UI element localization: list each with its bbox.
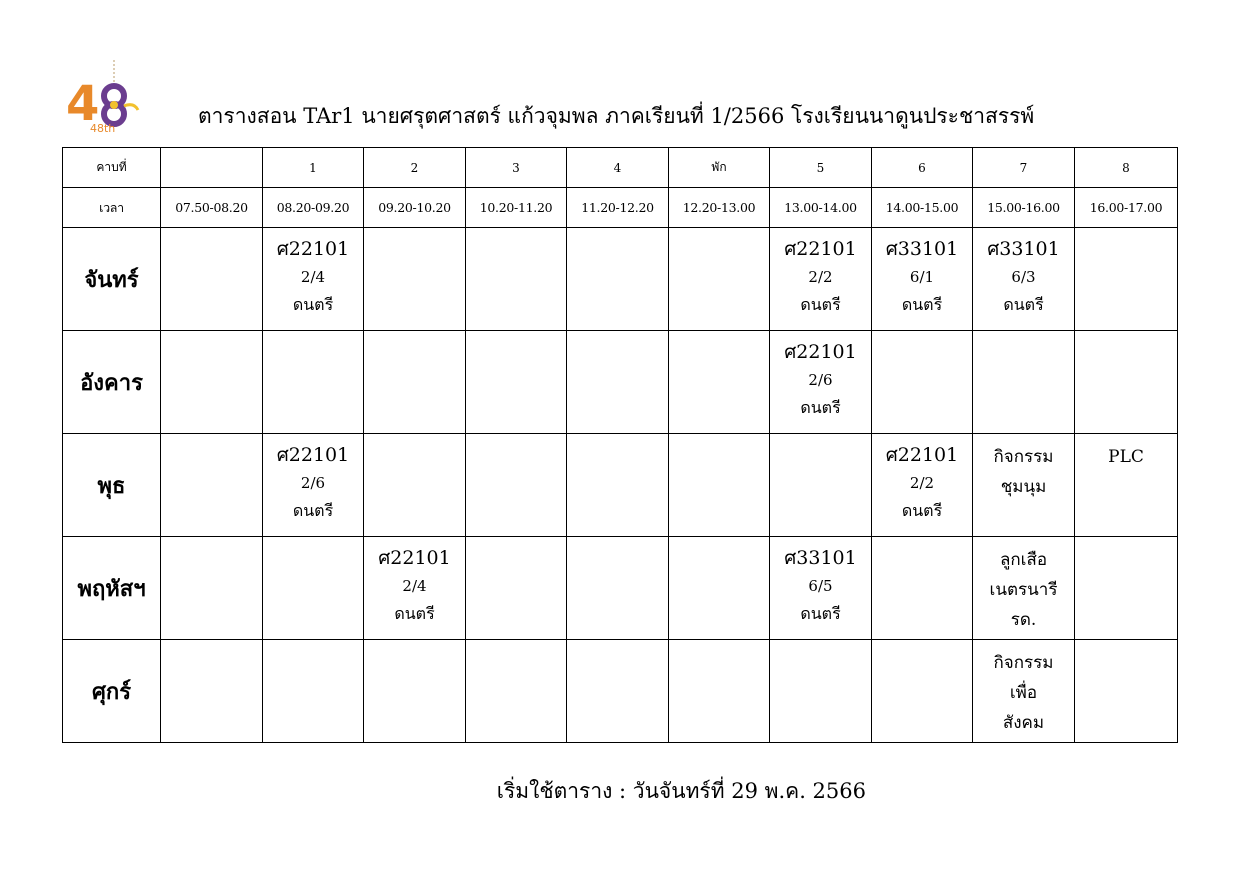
cell-content bbox=[872, 434, 972, 536]
activity-line: รด. bbox=[1010, 610, 1037, 630]
day-row bbox=[63, 640, 1178, 743]
class-level: 2/4 bbox=[402, 577, 427, 595]
activity-line: ชุมนุม bbox=[1000, 477, 1047, 497]
day-name: จันทร์ bbox=[63, 228, 161, 331]
day-row bbox=[63, 537, 1178, 640]
schedule-cell bbox=[872, 228, 973, 331]
class-level: 2/6 bbox=[808, 371, 833, 389]
schedule-cell bbox=[770, 331, 872, 434]
schedule-cell bbox=[669, 640, 770, 743]
schedule-cell bbox=[161, 228, 263, 331]
cell-content bbox=[973, 228, 1074, 330]
course-code: ศ22101 bbox=[276, 444, 350, 466]
schedule-cell bbox=[466, 640, 567, 743]
cell-content bbox=[973, 434, 1074, 536]
schedule-cell bbox=[973, 537, 1075, 640]
cell-content bbox=[872, 228, 972, 330]
time-cell: 10.20-11.20 bbox=[466, 188, 567, 228]
course-code: ศ33101 bbox=[784, 547, 857, 569]
schedule-cell bbox=[669, 537, 770, 640]
subject-name: ดนตรี bbox=[1003, 295, 1044, 314]
schedule-cell bbox=[263, 537, 364, 640]
period-cell: พัก bbox=[669, 148, 770, 188]
schedule-cell bbox=[263, 228, 364, 331]
schedule-cell bbox=[263, 331, 364, 434]
cell-content bbox=[263, 434, 363, 536]
schedule-cell bbox=[669, 228, 770, 331]
subject-name: ดนตรี bbox=[292, 501, 334, 520]
schedule-cell bbox=[1075, 640, 1178, 743]
schedule-cell bbox=[161, 640, 263, 743]
activity-line: ลูกเสือ bbox=[999, 550, 1048, 570]
svg-text:4: 4 bbox=[66, 76, 100, 132]
time-cell: 09.20-10.20 bbox=[364, 188, 466, 228]
day-row bbox=[63, 228, 1178, 331]
cell-content bbox=[973, 537, 1074, 639]
day-name: พฤหัสฯ bbox=[63, 537, 161, 640]
subject-name: ดนตรี bbox=[901, 501, 943, 520]
cell-content bbox=[1075, 434, 1177, 536]
schedule-cell bbox=[1075, 331, 1178, 434]
course-code: ศ33101 bbox=[987, 238, 1060, 260]
subject-name: ดนตรี bbox=[800, 398, 841, 417]
schedule-cell bbox=[466, 331, 567, 434]
schedule-cell bbox=[364, 331, 466, 434]
course-code: ศ22101 bbox=[276, 238, 350, 260]
time-cell: 14.00-15.00 bbox=[872, 188, 973, 228]
day-name: อังคาร bbox=[63, 331, 161, 434]
schedule-cell bbox=[973, 434, 1075, 537]
schedule-cell bbox=[364, 640, 466, 743]
schedule-cell bbox=[669, 434, 770, 537]
schedule-cell bbox=[770, 640, 872, 743]
class-level: 2/2 bbox=[909, 474, 935, 492]
schedule-cell bbox=[567, 228, 669, 331]
schedule-cell bbox=[872, 331, 973, 434]
schedule-cell bbox=[567, 331, 669, 434]
schedule-cell bbox=[770, 537, 872, 640]
time-cell: 07.50-08.20 bbox=[161, 188, 263, 228]
time-cell: 12.20-13.00 bbox=[669, 188, 770, 228]
class-level: 2/6 bbox=[300, 474, 326, 492]
class-level: 2/2 bbox=[808, 268, 833, 286]
time-label: เวลา bbox=[63, 188, 161, 228]
schedule-cell bbox=[973, 640, 1075, 743]
schedule-cell bbox=[567, 640, 669, 743]
time-row bbox=[63, 188, 1178, 228]
subject-name: ดนตรี bbox=[394, 604, 435, 623]
schedule-cell bbox=[466, 228, 567, 331]
schedule-cell bbox=[669, 331, 770, 434]
schedule-cell bbox=[364, 434, 466, 537]
period-cell: 2 bbox=[364, 148, 466, 188]
schedule-cell bbox=[161, 331, 263, 434]
course-code: ศ22101 bbox=[378, 547, 451, 569]
period-cell: 5 bbox=[770, 148, 872, 188]
course-code: ศ33101 bbox=[885, 238, 959, 260]
schedule-cell bbox=[466, 434, 567, 537]
period-cell: 7 bbox=[973, 148, 1075, 188]
activity-line: เพื่อ bbox=[1009, 683, 1038, 703]
time-cell: 11.20-12.20 bbox=[567, 188, 669, 228]
schedule-cell bbox=[872, 537, 973, 640]
subject-name: ดนตรี bbox=[800, 295, 841, 314]
schedule-cell bbox=[364, 228, 466, 331]
cell-content bbox=[364, 537, 465, 639]
schedule-cell bbox=[770, 434, 872, 537]
school-anniversary-logo bbox=[64, 58, 144, 134]
period-cell: 1 bbox=[263, 148, 364, 188]
period-cell: 8 bbox=[1075, 148, 1178, 188]
course-code: ศ22101 bbox=[784, 238, 857, 260]
class-level: 6/1 bbox=[909, 268, 935, 286]
period-cell: 6 bbox=[872, 148, 973, 188]
subject-name: ดนตรี bbox=[292, 295, 334, 314]
course-code: ศ22101 bbox=[885, 444, 959, 466]
activity-line: สังคม bbox=[1002, 713, 1045, 733]
class-level: 6/3 bbox=[1011, 268, 1036, 286]
schedule-cell bbox=[973, 228, 1075, 331]
page-title: ตารางสอน TAr1 นายศรุตศาสตร์ แก้วจุมพล ภาคเรียนที่ 1/2566 โรงเรียนนาดูนประชาสรรพ์ bbox=[198, 104, 1035, 128]
period-cell bbox=[161, 148, 263, 188]
time-cell: 16.00-17.00 bbox=[1075, 188, 1178, 228]
period-cell: 3 bbox=[466, 148, 567, 188]
time-cell: 13.00-14.00 bbox=[770, 188, 872, 228]
svg-text:48th: 48th bbox=[90, 122, 116, 134]
schedule-cell bbox=[364, 537, 466, 640]
course-code: ศ22101 bbox=[784, 341, 857, 363]
schedule-table bbox=[62, 147, 1178, 743]
schedule-cell bbox=[161, 537, 263, 640]
day-name: พุธ bbox=[63, 434, 161, 537]
schedule-cell bbox=[872, 434, 973, 537]
period-cell: 4 bbox=[567, 148, 669, 188]
schedule-cell bbox=[161, 434, 263, 537]
subject-name: ดนตรี bbox=[800, 604, 841, 623]
subject-name: ดนตรี bbox=[901, 295, 943, 314]
schedule-cell bbox=[567, 537, 669, 640]
time-cell: 15.00-16.00 bbox=[973, 188, 1075, 228]
activity-line: กิจกรรม bbox=[993, 653, 1054, 673]
schedule-cell bbox=[770, 228, 872, 331]
activity-line: เนตรนารี bbox=[989, 580, 1058, 600]
schedule-cell bbox=[567, 434, 669, 537]
schedule-cell bbox=[872, 640, 973, 743]
schedule-cell bbox=[973, 331, 1075, 434]
period-header-row bbox=[63, 148, 1178, 188]
day-row bbox=[63, 434, 1178, 537]
schedule-cell bbox=[1075, 537, 1178, 640]
class-level: 6/5 bbox=[808, 577, 833, 595]
schedule-cell bbox=[1075, 228, 1178, 331]
cell-content bbox=[770, 537, 871, 639]
schedule-cell bbox=[1075, 434, 1178, 537]
time-cell: 08.20-09.20 bbox=[263, 188, 364, 228]
cell-content bbox=[973, 640, 1074, 742]
schedule-cell bbox=[263, 640, 364, 743]
day-name: ศุกร์ bbox=[63, 640, 161, 743]
schedule-cell bbox=[263, 434, 364, 537]
class-level: 2/4 bbox=[300, 268, 326, 286]
period-label: คาบที่ bbox=[63, 148, 161, 188]
cell-content bbox=[263, 228, 363, 330]
start-date-note: เริ่มใช้ตาราง : วันจันทร์ที่ 29 พ.ค. 2566 bbox=[496, 779, 866, 803]
activity-line: กิจกรรม bbox=[993, 447, 1054, 467]
activity-line: PLC bbox=[1108, 447, 1144, 467]
schedule-cell bbox=[466, 537, 567, 640]
cell-content bbox=[770, 331, 871, 433]
cell-content bbox=[770, 228, 871, 330]
day-row bbox=[63, 331, 1178, 434]
